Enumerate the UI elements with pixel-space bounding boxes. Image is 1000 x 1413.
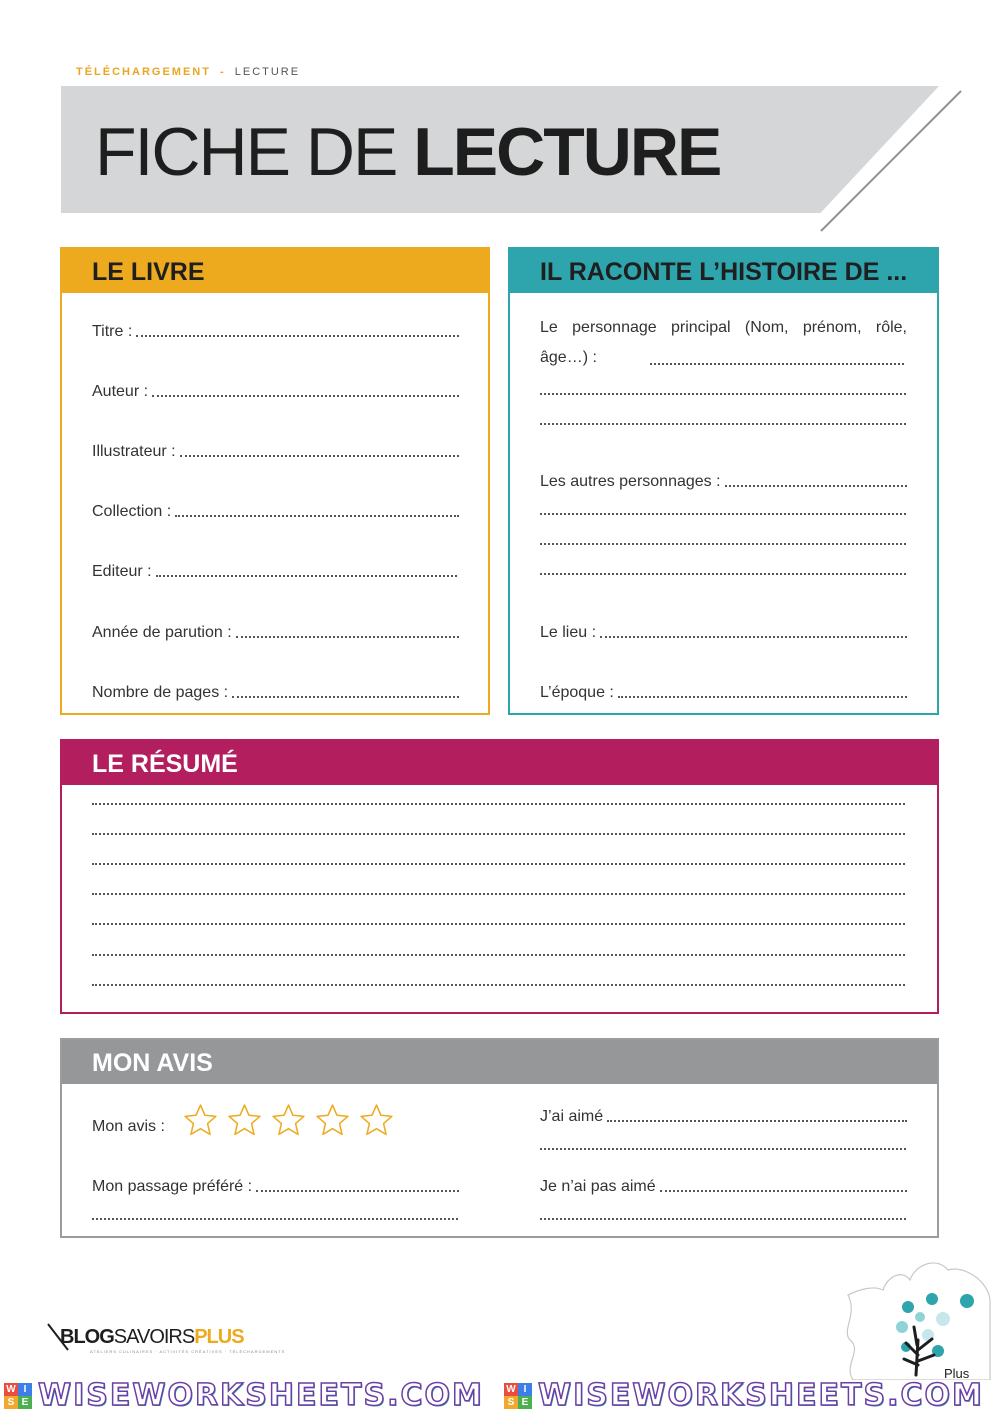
auteur-line[interactable] <box>152 383 459 397</box>
passage-label: Mon passage préféré : <box>92 1178 253 1195</box>
histoire-heading: IL RACONTE L’HISTOIRE DE ... <box>510 249 937 293</box>
auteur-field[interactable] <box>92 379 459 401</box>
rating-label: Mon avis : <box>92 1118 165 1135</box>
annee-field[interactable] <box>92 620 459 642</box>
logo-part-plus: PLUS <box>194 1326 244 1348</box>
passage-field[interactable] <box>92 1174 459 1196</box>
titre-label: Titre : <box>92 323 133 340</box>
breadcrumb-category[interactable]: TÉLÉCHARGEMENT <box>76 66 211 78</box>
auteur-label: Auteur : <box>92 383 149 400</box>
logo-tagline: ATELIERS CULINAIRES · ACTIVITÉS CRÉATIVES · TÉLÉCHARGEMENTS <box>90 1349 286 1354</box>
lieu-field[interactable] <box>540 620 907 642</box>
passage-line-2[interactable] <box>92 1218 458 1220</box>
principal-label: Le personnage principal (Nom, prénom, rôle, âge…) : <box>540 319 907 366</box>
principal-line-1[interactable] <box>650 363 904 365</box>
annee-line[interactable] <box>236 624 459 638</box>
resume-line[interactable] <box>92 984 905 986</box>
avis-heading: MON AVIS <box>62 1040 937 1084</box>
pages-line[interactable] <box>232 684 459 698</box>
star-icon[interactable] <box>358 1102 395 1139</box>
titre-line[interactable] <box>136 323 459 337</box>
autres-field[interactable] <box>540 469 907 491</box>
lieu-label: Le lieu : <box>540 624 597 641</box>
watermark-bar <box>0 1378 1000 1413</box>
editeur-label: Editeur : <box>92 563 152 580</box>
autres-line-3[interactable] <box>540 543 906 545</box>
resume-panel <box>60 739 939 1014</box>
resume-line[interactable] <box>92 863 905 865</box>
illustrateur-field[interactable] <box>92 439 459 461</box>
autres-line-2[interactable] <box>540 513 906 515</box>
breadcrumb-separator: - <box>220 66 226 78</box>
watermark-item <box>500 1378 1000 1413</box>
epoque-label: L’époque : <box>540 684 614 701</box>
page-title-bold: LECTURE <box>413 114 721 190</box>
blog-logo[interactable] <box>60 1326 244 1349</box>
resume-line[interactable] <box>92 923 905 925</box>
illustrateur-label: Illustrateur : <box>92 443 176 460</box>
autres-line-4[interactable] <box>540 573 906 575</box>
resume-line[interactable] <box>92 803 905 805</box>
star-rating[interactable] <box>182 1102 395 1139</box>
resume-line[interactable] <box>92 893 905 895</box>
avis-panel <box>60 1038 939 1238</box>
epoque-line[interactable] <box>618 684 907 698</box>
pages-field[interactable] <box>92 680 459 702</box>
watermark-text: WISEWORKSHEETS.COM <box>38 1378 484 1413</box>
epoque-field[interactable] <box>540 680 907 702</box>
autres-line-1[interactable] <box>725 473 907 487</box>
livre-heading: LE LIVRE <box>62 249 488 293</box>
watermark-item <box>0 1378 500 1413</box>
title-diagonal-line <box>820 90 962 232</box>
puzzle-text: Plus <box>944 1366 970 1380</box>
watermark-text: WISEWORKSHEETS.COM <box>538 1378 984 1413</box>
breadcrumb-current: LECTURE <box>234 66 301 78</box>
pas-aime-line-2[interactable] <box>540 1218 906 1220</box>
logo-part-blog: BLOG <box>60 1326 114 1348</box>
breadcrumb <box>76 66 300 78</box>
rating-field <box>92 1114 182 1136</box>
star-icon[interactable] <box>226 1102 263 1139</box>
wise-badge-icon: W I S E <box>504 1383 532 1409</box>
collection-field[interactable] <box>92 499 459 521</box>
star-icon[interactable] <box>314 1102 351 1139</box>
pas-aime-field[interactable] <box>540 1174 907 1196</box>
editeur-field[interactable] <box>92 559 457 581</box>
page-title <box>95 112 720 192</box>
histoire-panel <box>508 247 939 715</box>
page-title-light: FICHE DE <box>95 114 397 190</box>
logo-part-savoirs: SAVOIRS <box>113 1326 195 1348</box>
autres-label: Les autres personnages : <box>540 473 721 490</box>
aime-field[interactable] <box>540 1104 907 1126</box>
pages-label: Nombre de pages : <box>92 684 229 701</box>
titre-field[interactable] <box>92 319 459 341</box>
star-icon[interactable] <box>270 1102 307 1139</box>
editeur-line[interactable] <box>156 563 457 577</box>
resume-heading: LE RÉSUMÉ <box>62 741 937 785</box>
pas-aime-line-1[interactable] <box>660 1178 907 1192</box>
principal-line-2[interactable] <box>540 393 906 395</box>
puzzle-tree-logo <box>838 1255 998 1380</box>
resume-line[interactable] <box>92 833 905 835</box>
livre-panel <box>60 247 490 715</box>
illustrateur-line[interactable] <box>180 443 459 457</box>
annee-label: Année de parution : <box>92 624 232 641</box>
passage-line-1[interactable] <box>256 1178 459 1192</box>
star-icon[interactable] <box>182 1102 219 1139</box>
aime-line-2[interactable] <box>540 1148 906 1150</box>
aime-label: J’ai aimé <box>540 1108 604 1125</box>
lieu-line[interactable] <box>600 624 907 638</box>
wise-badge-icon: W I S E <box>4 1383 32 1409</box>
collection-label: Collection : <box>92 503 172 520</box>
principal-line-3[interactable] <box>540 423 906 425</box>
collection-line[interactable] <box>175 503 459 517</box>
aime-line-1[interactable] <box>607 1108 907 1122</box>
pas-aime-label: Je n’ai pas aimé <box>540 1178 656 1195</box>
resume-line[interactable] <box>92 954 905 956</box>
